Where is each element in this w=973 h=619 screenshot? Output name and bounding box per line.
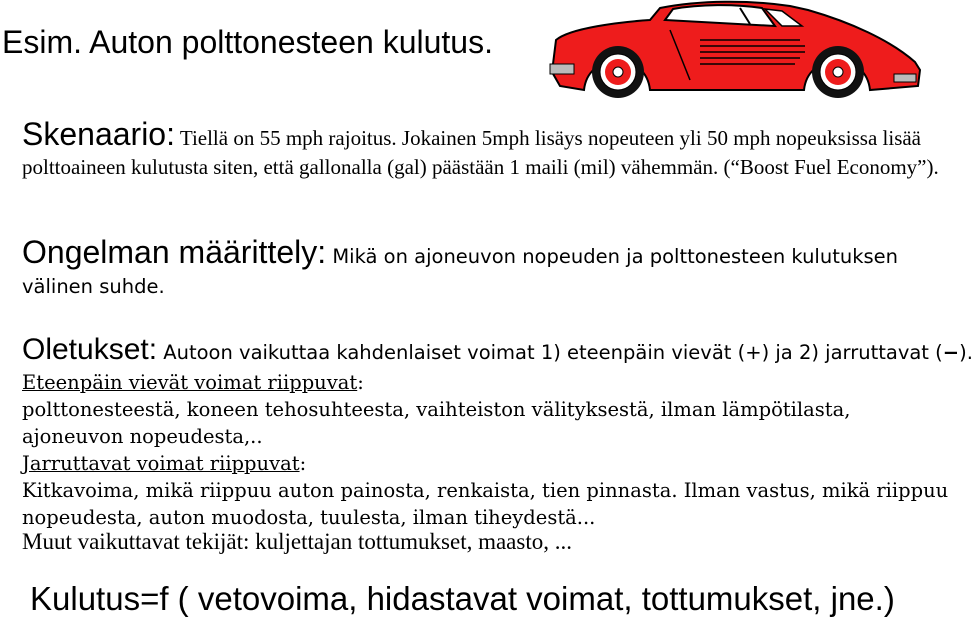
minus-sign: − bbox=[942, 341, 960, 364]
problem-paragraph bbox=[22, 233, 952, 306]
forward-forces-title: Eteenpäin vievät voimat riippuvat bbox=[22, 371, 358, 394]
assumptions-section bbox=[22, 333, 973, 531]
forward-forces-line2: ajoneuvon nopeudesta,.. bbox=[22, 425, 263, 448]
braking-forces-line1: Kitkavoima, mikä riippuu auton painosta, renkaista, tien pinnasta. Ilman vastus, mikä riippuu bbox=[22, 479, 949, 502]
problem-text-line2: välinen suhde. bbox=[22, 275, 165, 298]
rear-wheel bbox=[812, 46, 864, 98]
red-sports-car-icon bbox=[550, 0, 930, 100]
assumptions-text: Autoon vaikuttaa kahdenlaiset voimat 1) eteenpäin vievät (+) ja 2) jarruttavat ( bbox=[157, 341, 943, 364]
scenario-text: Tiellä on 55 mph rajoitus. Jokainen 5mph lisäys nopeuteen yli 50 mph nopeuksissa lisää polttoaineen kulutusta siten, että gallonalla (gal) päästään 1 maili (mil) vähemmän. (“Boost Fuel Economy”). bbox=[22, 126, 939, 179]
braking-forces-label bbox=[22, 450, 957, 477]
forward-forces-label bbox=[22, 369, 957, 396]
forward-forces-colon: : bbox=[357, 371, 364, 394]
problem-heading: Ongelman määrittely: bbox=[22, 234, 327, 270]
front-wheel bbox=[592, 46, 644, 98]
scenario-paragraph bbox=[22, 116, 942, 182]
scenario-heading: Skenaario: bbox=[22, 116, 175, 152]
other-factors-line: Muut vaikuttavat tekijät: kuljettajan tottumukset, maasto, ... bbox=[22, 529, 572, 554]
page-title: Esim. Auton polttonesteen kulutus. bbox=[2, 24, 493, 60]
forward-forces-line1: polttonesteestä, koneen tehosuhteesta, vaihteiston välityksestä, ilman lämpötilasta, bbox=[22, 398, 851, 421]
assumptions-intro bbox=[22, 333, 973, 369]
braking-forces-line2: nopeudesta, auton muodosta, tuulesta, ilman tiheydestä... bbox=[22, 506, 596, 529]
formula-line: Kulutus=f ( vetovoima, hidastavat voimat, tottumukset, jne.) bbox=[30, 580, 895, 617]
assumptions-heading: Oletukset: bbox=[22, 333, 158, 366]
problem-text-line1: Mikä on ajoneuvon nopeuden ja polttonesteen kulutuksen bbox=[326, 245, 899, 268]
braking-forces-colon: : bbox=[299, 452, 307, 475]
assumptions-close: ). bbox=[959, 341, 973, 364]
braking-forces-title: Jarruttavat voimat riippuvat bbox=[22, 452, 300, 475]
